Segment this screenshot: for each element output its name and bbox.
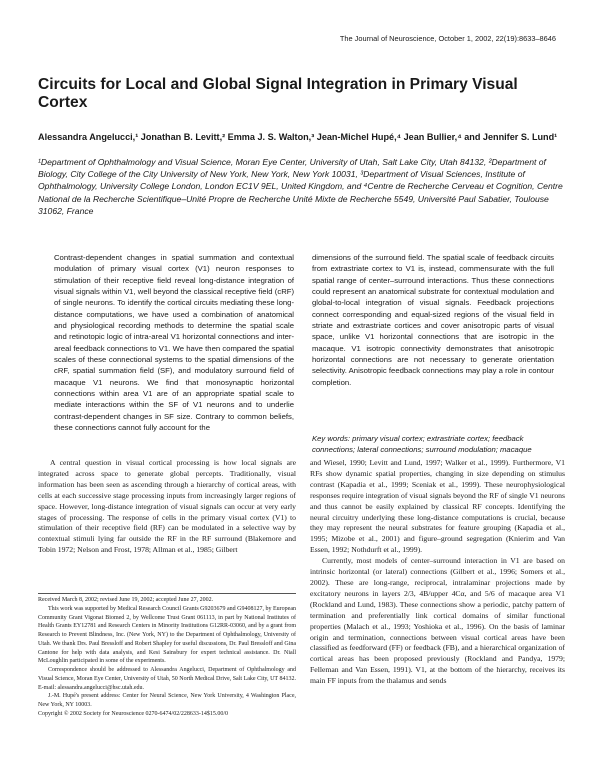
keywords <box>312 433 554 456</box>
footnote-present-address: J.-M. Hupé's present address: Center for Neural Science, New York University, 4 Washington Place, New York, NY 10003. <box>38 693 296 708</box>
running-head: The Journal of Neuroscience, October 1, 2002, 22(19):8633–8646 <box>339 34 556 43</box>
footnote-divider <box>38 593 296 594</box>
article-title: Circuits for Local and Global Signal Integration in Primary Visual Cortex <box>38 76 518 111</box>
footnote-support: This work was supported by Medical Research Council Grants G9203679 and G9408127, by European Community Grant Vigonat Biomed 2, by Wellcome Trust Grant 061113, in part by National Institutes of Health Grants EY12781 and Research Centers in Minority Institutions G12RR-03060, and by a grant from Research to Prevent Blindness, Inc. (New York, NY) to the Department of Ophthalmology, University of Utah. We thank Drs. Paul Bressloff and Robert Shapley for useful discussions, Dr. Paul Bressloff and Gina Cantone for help with data analysis, and Kesi Sainsbury for expert technical assistance. Dr. Niall McLoughlin participated in some of the experiments. <box>38 605 296 665</box>
body-paragraph: A central question in visual cortical processing is how local signals are integrated across space to generate global percepts. Traditionally, visual information has been seen as ascending through a hierarchy of cortical areas, with cells at each successive stage processing inputs from increasingly larger regions of space. However, long-distance integration of visual signals can occur at very early stages of processing. The response of cells in the primary visual cortex (V1) to stimulation of their receptive field (RF) can be modulated in a selective way by contextual stimuli lying far outside the RF in the RF surround (Blakemore and Tobin 1972; Nelson and Frost, 1978; Allman et al., 1985; Gilbert <box>38 458 296 555</box>
body-right-column <box>310 458 565 687</box>
footnote-copyright: Copyright © 2002 Society for Neuroscience 0270-6474/02/228633-14$15.00/0 <box>38 710 229 717</box>
abstract-left-column: Contrast-dependent changes in spatial summation and contextual modulation of primary visual cortex (V1) neuron responses to stimulation of their receptive field reveal long-distance integration of visual signals within V1, well beyond the classical receptive field (cRF) of single neurons. To identify the cortical circuits mediating these long-distance computations, we have used a combination of anatomical and physiological recording methods to determine the spatial scale and retinotopic logic of intra-areal V1 horizontal connections and inter-areal feedback connections to V1. We have then compared the spatial scales of these connectional systems to the spatial dimensions of the cRF, spatial summation field (SF), and modulatory surround field of macaque V1 neurons. We find that monosynaptic horizontal connections within area V1 are of an appropriate spatial scale to mediate interactions within the SF of V1 neurons and to underlie contrast-dependent changes in SF size. Contrary to common beliefs, these connections cannot fully account for the <box>54 253 294 433</box>
body-left-column <box>38 458 296 586</box>
author-list: Alessandra Angelucci,¹ Jonathan B. Levitt,² Emma J. S. Walton,³ Jean-Michel Hupé,⁴ Jean Bullier,⁴ and Jennifer S. Lund¹ <box>38 132 558 142</box>
footnotes <box>38 596 296 719</box>
keywords-text: primary visual cortex; extrastriate cortex; feedback connections; lateral connections; surround modulation; macaque <box>312 434 532 455</box>
body-paragraph: and Wiesel, 1990; Levitt and Lund, 1997; Walker et al., 1999). Furthermore, V1 RFs show dynamic spatial properties, changing in size depending on stimulus contrast (Kapadia et al., 1999; Sceniak et al., 1999). These neurophysiological responses require integration of visual signals beyond the RF of single V1 neurons and thus cannot be easily explained by classical RF concepts. Identifying the neural circuitry underlying these long-distance computations is crucial, because they may represent the neural substrates for feature grouping (Kapadia et al., 1995; Mizobe et al., 2001) and figure–ground segregation (Knierim and Van Essen, 1992; Nothdurft et al., 1999). <box>310 458 565 555</box>
footnote-correspondence: Correspondence should be addressed to Alessandra Angelucci, Department of Ophthalmology and Visual Science, Moran Eye Center, University of Utah, 50 North Medical Drive, Salt Lake City, UT 84132. E-mail: alessandra.angelucci@hsc.utah.edu. <box>38 667 296 691</box>
abstract-right-column: dimensions of the surround field. The spatial scale of feedback circuits from extrastriate cortex to V1 is, instead, commensurate with the full spatial range of center–surround interactions. Thus these connections could represent an anatomical substrate for contextual modulation and global-to-local integration of visual signals. Feedback projections connect corresponding and equal-sized regions of the visual field in striate and extrastriate cortices and cover anisotropic parts of visual space, unlike V1 horizontal connections that are isotropic in the macaque. V1 isotropic connectivity demonstrates that anisotropic horizontal connections are not necessary to generate orientation selectivity. Anisotropic feedback connections may play a role in contour completion. <box>312 253 554 387</box>
footnote-received: Received March 8, 2002; revised June 19, 2002; accepted June 27, 2002. <box>38 597 214 603</box>
affiliations: ¹Department of Ophthalmology and Visual Science, Moran Eye Center, University of Utah, Salt Lake City, Utah 84132, ²Department of Biology, City College of the City University of New York, New York, New York 10031, ³Department of Visual Sciences, Institute of Ophthalmology, University College London, London EC1V 9EL, United Kingdom, and ⁴Centre de Recherche Cerveau et Cognition, Centre National de la Recherche Scientifique–Unité Propre de Recherche Unité Mixte de Recherche 5549, Université Paul Sabatier, Toulouse 31062, France <box>38 157 563 216</box>
body-paragraph: Currently, most models of center–surround interaction in V1 are based on intrinsic horizontal (or lateral) connections (Gilbert et al., 1996; Somers et al., 2002). These are long-range, reciprocal, intralaminar projections made by excitatory neurons in layers 2/3, 4B/upper 4Cα, and 5/6 of macaque area V1 (Rockland and Lund, 1983). These connections show a periodic, patchy pattern of termination and preferentially link cortical domains of similar functional properties (Malach et al., 1993; Yoshioka et al., 1996). On the basis of laminar origin and termination, connections between visual cortical areas have been classified as feedforward (FF) or feedback (FB), and a hierarchical organization of cortical areas has been proposed previously (Rockland and Pandya, 1979; Felleman and Van Essen, 1991). V1, at the bottom of the hierarchy, receives its main FF inputs from the thalamus and sends <box>310 556 565 686</box>
keywords-label: Key words: <box>312 434 351 443</box>
